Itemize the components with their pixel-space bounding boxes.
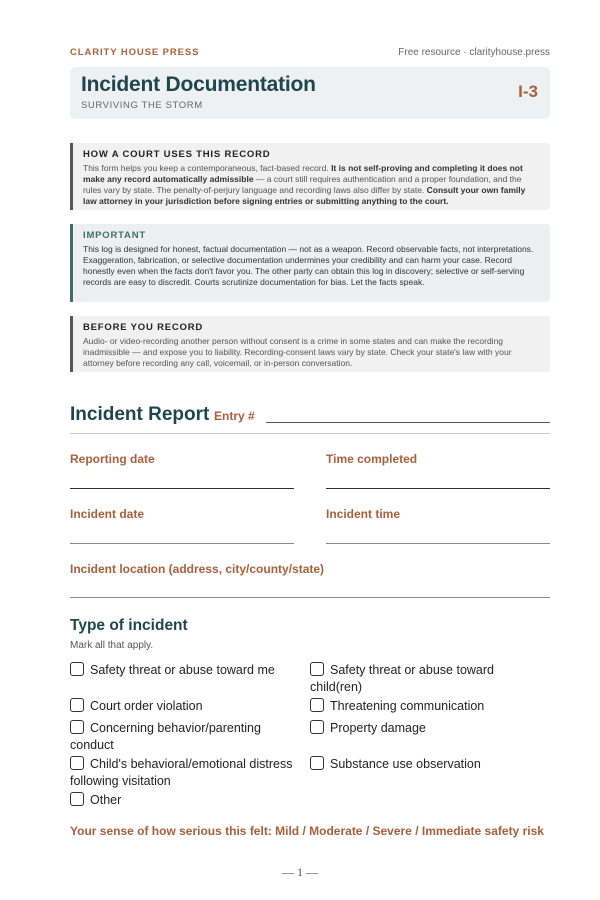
checkbox[interactable] bbox=[70, 792, 84, 806]
incident-report-header bbox=[70, 404, 550, 434]
checkbox[interactable] bbox=[310, 662, 324, 676]
incident-location-field[interactable] bbox=[70, 562, 550, 600]
incident-report-title: Incident Report bbox=[70, 404, 210, 425]
option-other[interactable]: Other bbox=[70, 792, 302, 809]
option-court-order-violation[interactable]: Court order violation bbox=[70, 698, 302, 715]
checkbox[interactable] bbox=[70, 720, 84, 734]
source-note: Free resource · clarityhouse.press bbox=[398, 47, 550, 58]
title-card bbox=[70, 67, 550, 119]
time-completed-field[interactable] bbox=[326, 452, 550, 490]
important-notice-text: This log is designed for honest, factual documentation — not as a weapon. Record observable facts, not interpretations. Exaggeration, fabrication, or selective documentation undermines your credibility and can harm your case. Record honestly even when the facts don't favor you. The other party can obtain this log in discovery; selective or self-serving records are easy to discredit. Courts scrutinize documentation for bias. Let the facts speak. bbox=[83, 244, 534, 287]
publisher-name: CLARITY HOUSE PRESS bbox=[70, 47, 200, 58]
incident-type-heading: Type of incident bbox=[70, 617, 188, 634]
time-completed-label: Time completed bbox=[326, 452, 418, 466]
checkbox[interactable] bbox=[310, 756, 324, 770]
option-property-damage[interactable]: Property damage bbox=[310, 720, 542, 737]
document-subtitle: SURVIVING THE STORM bbox=[81, 100, 203, 111]
reporting-date-label: Reporting date bbox=[70, 452, 155, 466]
recording-notice-text: Audio- or video-recording another person without consent is a crime in some states and can make the recording inadmissible — and expose you to liability. Recording-consent laws vary by state. Check your state's law with your attorney before recording any call, voicemail, or in-person conversation. bbox=[83, 336, 512, 368]
entry-number-field[interactable] bbox=[266, 422, 550, 423]
checkbox[interactable] bbox=[70, 756, 84, 770]
important-notice-heading: IMPORTANT bbox=[83, 230, 146, 241]
form-code: I-3 bbox=[518, 82, 538, 101]
incident-type-instruction: Mark all that apply. bbox=[70, 640, 154, 651]
incident-date-line[interactable] bbox=[70, 543, 294, 544]
checkbox[interactable] bbox=[310, 698, 324, 712]
time-completed-line[interactable] bbox=[326, 488, 550, 489]
page-header bbox=[70, 47, 550, 58]
recording-notice-heading: BEFORE YOU RECORD bbox=[83, 322, 204, 333]
court-notice-heading: HOW A COURT USES THIS RECORD bbox=[83, 149, 271, 160]
incident-location-label: Incident location (address, city/county/state) bbox=[70, 562, 325, 576]
checkbox[interactable] bbox=[70, 662, 84, 676]
option-safety-threat-me[interactable]: Safety threat or abuse toward me bbox=[70, 662, 302, 679]
incident-date-label: Incident date bbox=[70, 507, 145, 521]
option-safety-threat-children[interactable]: Safety threat or abuse toward child(ren) bbox=[310, 663, 494, 694]
court-notice bbox=[70, 143, 550, 210]
incident-time-line[interactable] bbox=[326, 543, 550, 544]
incident-location-line[interactable] bbox=[70, 597, 550, 598]
page-number: — 1 — bbox=[282, 865, 318, 879]
entry-number-label: Entry # bbox=[214, 409, 255, 423]
option-child-distress[interactable]: Child's behavioral/emotional distress following visitation bbox=[70, 757, 293, 788]
incident-time-field[interactable] bbox=[326, 507, 550, 545]
option-concerning-behavior[interactable]: Concerning behavior/parenting conduct bbox=[70, 721, 261, 752]
option-threatening-communication[interactable]: Threatening communication bbox=[310, 698, 542, 715]
checkbox[interactable] bbox=[310, 720, 324, 734]
checkbox[interactable] bbox=[70, 698, 84, 712]
important-notice bbox=[70, 224, 550, 302]
reporting-date-field[interactable] bbox=[70, 452, 294, 490]
reporting-date-line[interactable] bbox=[70, 488, 294, 489]
option-substance-use[interactable]: Substance use observation bbox=[310, 756, 542, 773]
incident-date-field[interactable] bbox=[70, 507, 294, 545]
document-title: Incident Documentation bbox=[81, 73, 316, 96]
severity-prompt: Your sense of how serious this felt: Mild / Moderate / Severe / Immediate safety risk bbox=[70, 824, 544, 838]
court-notice-text: This form helps you keep a contemporaneous, fact-based record. It is not self-proving and completing it does not make any record automatically admissible — a court still requires authentication and a proper foundation, and the rules vary by state. The penalty-of-perjury language and recording laws also differ by state. Consult your own family law attorney in your jurisdiction before signing entries or submitting anything to the court. bbox=[83, 163, 526, 206]
incident-time-label: Incident time bbox=[326, 507, 401, 521]
recording-notice bbox=[70, 316, 550, 372]
